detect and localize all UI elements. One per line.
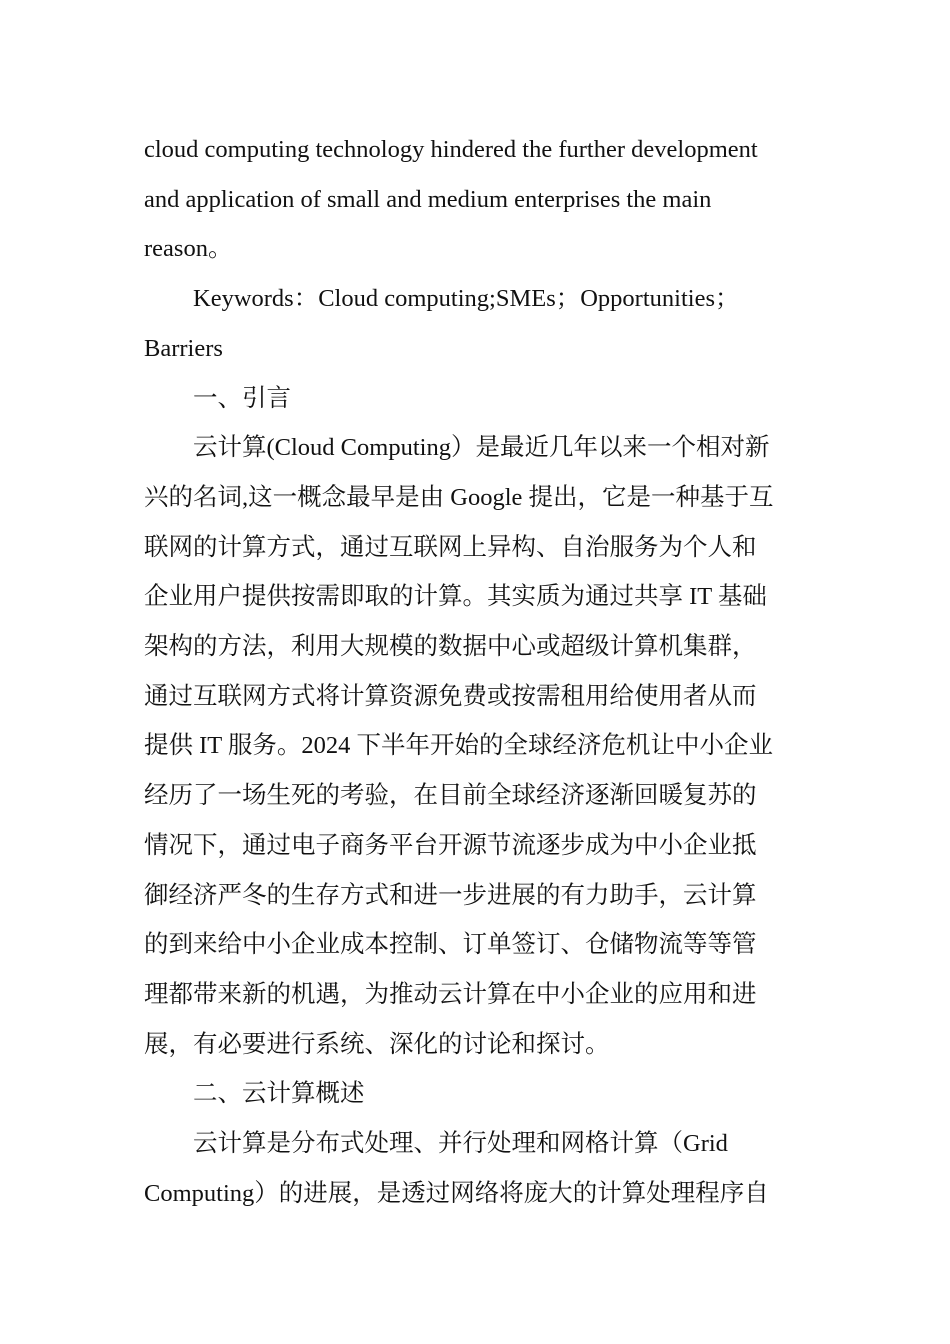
section-heading: 二、云计算概述 xyxy=(193,1080,365,1108)
text-line: 御经济严冬的生存方式和进一步进展的有力助手，云计算 xyxy=(144,881,757,909)
text-line: 通过互联网方式将计算资源免费或按需租用给使用者从而 xyxy=(144,682,757,710)
abstract-end-paragraph xyxy=(144,125,800,274)
text-line: 架构的方法，利用大规模的数据中心或超级计算机集群， xyxy=(144,633,757,661)
text-line: 云计算是分布式处理、并行处理和网格计算（Grid xyxy=(193,1130,728,1158)
text-line: 的到来给中小企业成本控制、订单签订、仓储物流等等管 xyxy=(144,931,757,959)
text-line: 云计算(Cloud Computing）是最近几年以来一个相对新 xyxy=(193,434,770,462)
text-line: 理都带来新的机遇，为推动云计算在中小企业的应用和进 xyxy=(144,980,757,1008)
text-line: 提供 IT 服务。2024 下半年开始的全球经济危机让中小企业 xyxy=(144,732,774,760)
text-line: Keywords：Cloud computing;SMEs；Opportunities； xyxy=(193,285,740,313)
text-line: 情况下，通过电子商务平台开源节流逐步成为中小企业抵 xyxy=(144,831,757,859)
introduction-paragraph-continued xyxy=(144,473,800,1069)
text-line: 兴的名词,这一概念最早是由 Google 提出，它是一种基于互 xyxy=(144,483,774,511)
text-line: 联网的计算方式，通过互联网上异构、自治服务为个人和 xyxy=(144,533,757,561)
text-line: cloud computing technology hindered the further development xyxy=(144,136,758,163)
overview-paragraph-continued xyxy=(144,1169,800,1219)
text-line: reason。 xyxy=(144,235,233,263)
text-line: Barriers xyxy=(144,334,223,362)
section-heading: 一、引言 xyxy=(193,384,291,412)
text-line: and application of small and medium enterprises the main xyxy=(144,185,712,213)
text-line: 企业用户提供按需即取的计算。其实质为通过共享 IT 基础 xyxy=(144,583,767,611)
document-body xyxy=(144,125,800,1218)
text-line: Computing）的进展，是透过网络将庞大的计算处理程序自 xyxy=(144,1179,769,1207)
text-line: 展，有必要进行系统、深化的讨论和探讨。 xyxy=(144,1030,610,1058)
section-heading-introduction xyxy=(144,374,800,424)
overview-paragraph xyxy=(144,1119,800,1169)
section-heading-overview xyxy=(144,1069,800,1119)
keywords-continuation xyxy=(144,324,800,374)
introduction-paragraph xyxy=(144,423,800,473)
text-line: 经历了一场生死的考验，在目前全球经济逐渐回暖复苏的 xyxy=(144,782,757,810)
keywords-paragraph xyxy=(144,274,800,324)
